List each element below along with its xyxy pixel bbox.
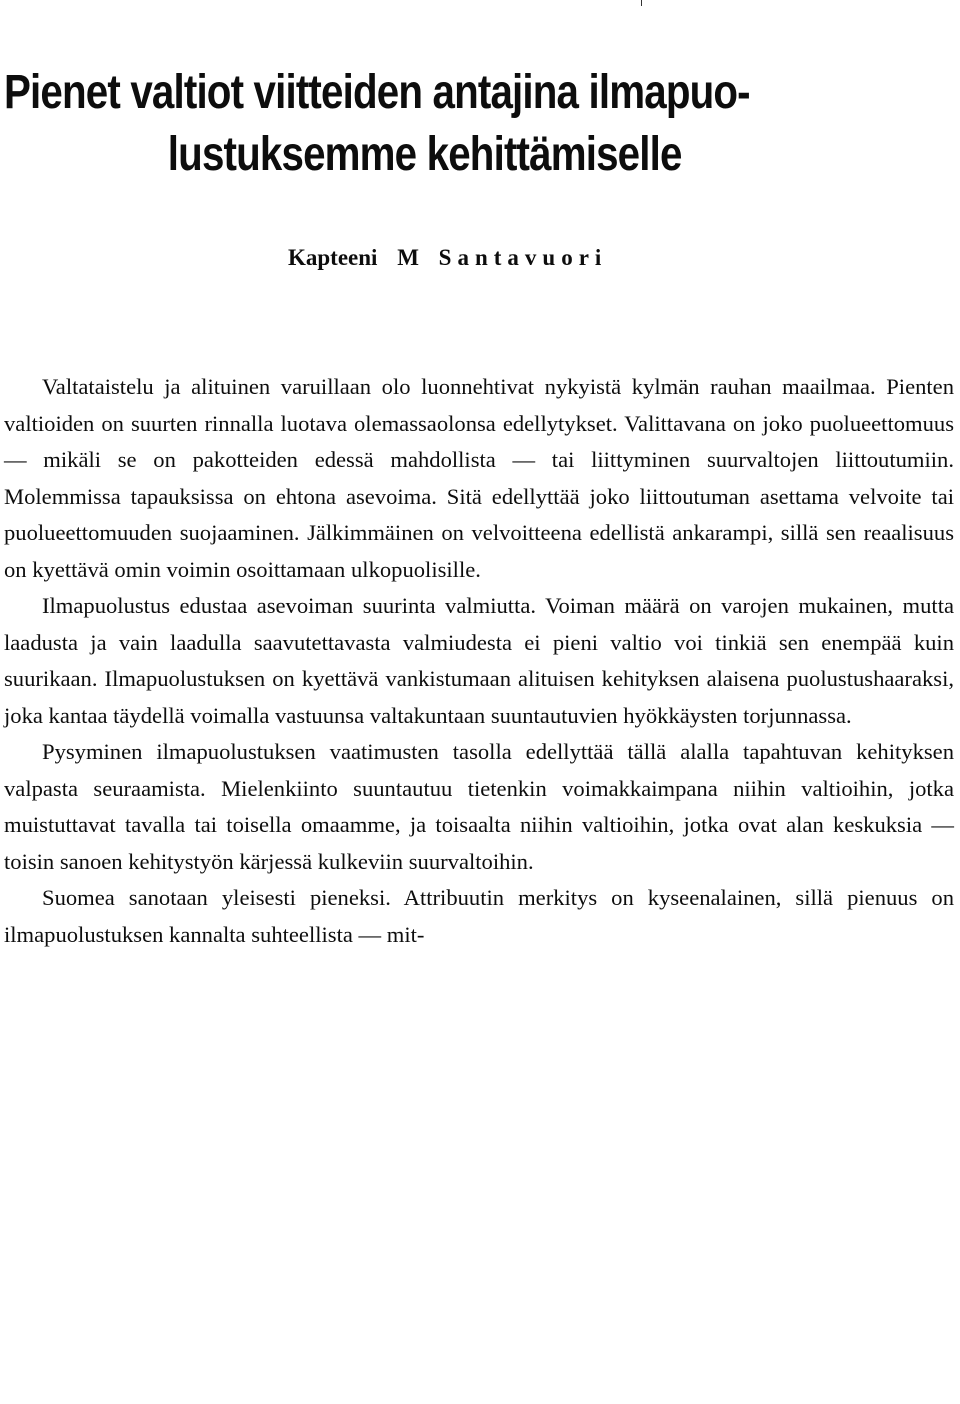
body-paragraph-3: Pysyminen ilmapuolustuksen vaatimusten tasolla edellyttää tällä alalla tapahtuvan kehityksen valpasta seuraamista. Mielenkiinto suuntautuu tietenkin voimakkaimpana niihin valtioihin, jotka muistuttavat tavalla tai toisella omaamme, ja toisaalta niihin valtioihin, jotka ovat alan keskuksia — toisin sanoen kehitystyön kärjessä kulkeviin suurvaltoihin.	[4, 739, 954, 874]
author-initial: M	[397, 245, 419, 270]
article-title-line-2: lustuksemme kehittämiselle	[167, 128, 682, 181]
scan-mark	[641, 0, 642, 6]
author-surname: Santavuori	[438, 245, 608, 270]
body-paragraph-4: Suomea sanotaan yleisesti pieneksi. Attribuutin merkitys on kyseenalainen, sillä pienuus on ilmapuolustuksen kannalta suhteellista — mit-	[4, 885, 954, 947]
article-title	[4, 62, 802, 186]
body-paragraph-1: Valtataistelu ja alituinen varuillaan olo luonnehtivat nykyistä kylmän rauhan maailmaa. Pienten valtioiden on suurten rinnalla luotava olemassaolonsa edellytykset. Valittavana on joko puolueettomuus — mikäli se on pakotteiden edessä mahdollista — tai liittyminen suurvaltojen liittoutumiin. Molemmissa tapauksissa on ehtona asevoima. Sitä edellyttää joko liittoutuman asettama velvoite tai puolueettomuuden suojaaminen. Jälkimmäinen on velvoitteena edellistä ankarampi, sillä sen reaalisuus on kyettävä omin voimin osoittamaan ulkopuolisille.	[4, 374, 954, 582]
article-body	[4, 369, 954, 953]
author-byline	[288, 243, 607, 273]
article-title-line-1: Pienet valtiot viitteiden antajina ilmapuo-	[4, 66, 750, 119]
body-paragraph-2: Ilmapuolustus edustaa asevoiman suurinta valmiutta. Voiman määrä on varojen mukainen, mutta laadusta ja vain laadulla saavutettavasta valmiudesta ei pieni valtio voi tinkiä sen enempää kuin suurikaan. Ilmapuolustuksen on kyettävä vankistumaan alituisen kehityksen alaisena puolustushaaraksi, joka kantaa täydellä voimalla vastuunsa valtakuntaan suuntautuvien hyökkäysten torjunnassa.	[4, 593, 954, 728]
author-rank: Kapteeni	[288, 245, 378, 270]
